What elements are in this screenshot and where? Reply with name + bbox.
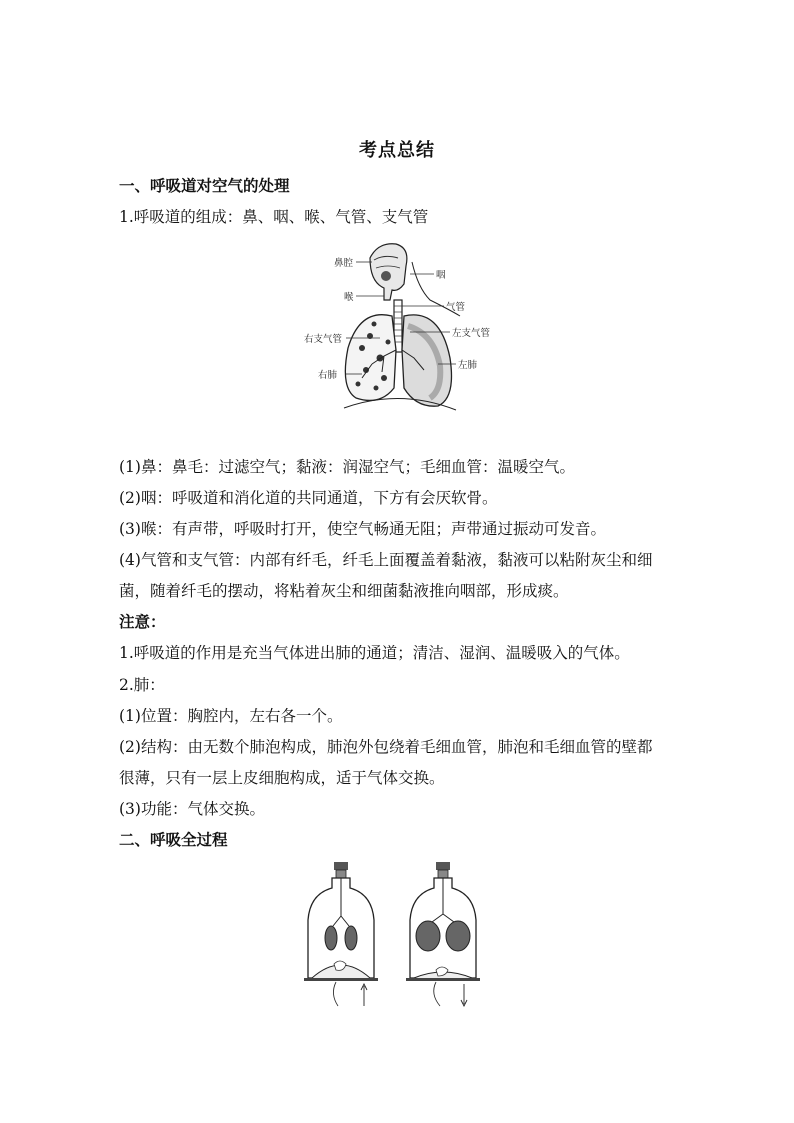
- note-2: 2.肺：: [119, 676, 165, 694]
- item-larynx: (3)喉：有声带，呼吸时打开，使空气畅通无阻；声带通过振动可发音。: [119, 520, 606, 538]
- label-right-bronchus: 右支气管: [304, 334, 343, 345]
- respiratory-system-diagram: [300, 238, 500, 418]
- note-lung-function: (3)功能：气体交换。: [119, 800, 265, 818]
- item-trachea-bronchi: (4)气管和支气管：内部有纤毛，纤毛上面覆盖着黏液，黏液可以粘附灰尘和细: [119, 551, 653, 569]
- note-lung-position: (1)位置：胸腔内，左右各一个。: [119, 707, 343, 725]
- label-right-lung: 右肺: [318, 370, 338, 381]
- item-nose: (1)鼻：鼻毛：过滤空气；黏液：润湿空气；毛细血管：温暖空气。: [119, 458, 575, 476]
- label-nasal-cavity: 鼻腔: [334, 258, 354, 269]
- label-trachea: 气管: [446, 302, 466, 313]
- label-pharynx: 咽: [436, 270, 446, 281]
- bell-jar-exhale: [304, 862, 378, 1006]
- section2-heading: 二、呼吸全过程: [119, 830, 228, 849]
- bell-jar-model-diagram: [300, 860, 490, 1008]
- label-left-bronchus: 左支气管: [452, 328, 491, 339]
- item-pharynx: (2)咽：呼吸道和消化道的共同通道，下方有会厌软骨。: [119, 489, 498, 507]
- note-1: 1.呼吸道的作用是充当气体进出肺的通道；清洁、湿润、温暖吸入的气体。: [119, 644, 630, 662]
- label-larynx: 喉: [344, 292, 354, 303]
- note-lung-structure: (2)结构：由无数个肺泡构成，肺泡外包绕着毛细血管，肺泡和毛细血管的壁都: [119, 738, 653, 756]
- item-trachea-bronchi-cont: 菌，随着纤毛的摆动，将粘着灰尘和细菌黏液推向咽部，形成痰。: [119, 582, 569, 600]
- label-left-lung: 左肺: [458, 360, 478, 371]
- page-title: 考点总结: [359, 140, 435, 161]
- composition-line: 1.呼吸道的组成：鼻、咽、喉、气管、支气管: [119, 208, 429, 226]
- note-lung-structure-cont: 很薄，只有一层上皮细胞构成，适于气体交换。: [119, 769, 445, 787]
- note-heading: 注意：: [119, 612, 166, 631]
- bell-jar-inhale: [406, 862, 480, 1006]
- section1-heading: 一、呼吸道对空气的处理: [119, 176, 290, 195]
